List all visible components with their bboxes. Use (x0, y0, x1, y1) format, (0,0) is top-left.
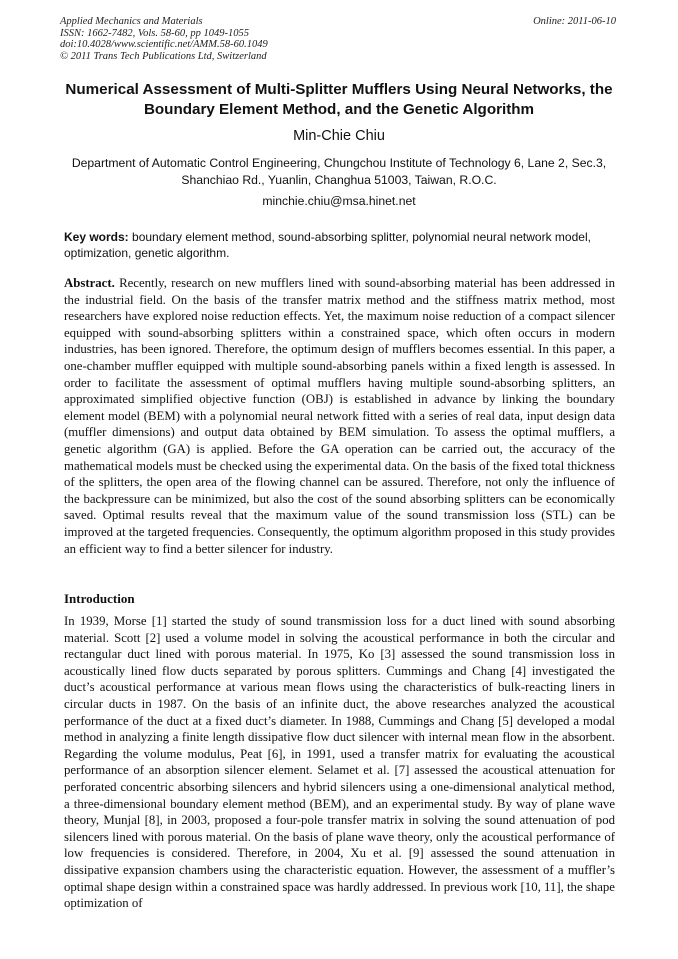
doi-line: doi:10.4028/www.scientific.net/AMM.58-60.1049 (60, 39, 268, 50)
journal-name: Applied Mechanics and Materials (60, 16, 203, 27)
journal-header (60, 16, 620, 62)
issn-line: ISSN: 1662-7482, Vols. 58-60, pp 1049-1055 (60, 27, 249, 39)
keywords-text: boundary element method, sound-absorbing splitter, polynomial neural network model, optimization, genetic algorithm. (64, 230, 591, 260)
copyright-line: © 2011 Trans Tech Publications Ltd, Switzerland (60, 50, 267, 62)
online-date: Online: 2011-06-10 (533, 16, 616, 27)
author-name: Min-Chie Chiu (293, 128, 385, 144)
introduction-body (64, 613, 615, 912)
abstract-label: Abstract. (64, 276, 115, 290)
keywords (64, 229, 616, 261)
author-affiliation: Department of Automatic Control Engineering, Chungchou Institute of Technology 6, Lane 2, Sec.3, Shanchiao Rd., Yuanlin, Changhua 51003, Taiwan, R.O.C. (71, 156, 607, 187)
paper-title: Numerical Assessment of Multi-Splitter Mufflers Using Neural Networks, the Boundary Element Method, and the Genetic Algorithm (65, 81, 613, 118)
abstract (64, 275, 615, 557)
abstract-text: Recently, research on new mufflers lined with sound-absorbing material has been addressed in the industrial field. On the basis of the transfer matrix method and the stiffness matrix method, most researchers have explored noise reduction effects. Yet, the maximum noise reduction of a compact silencer equipped with sound-absorbing splitters within a constrained space, which often occurs in modern industries, has been ignored. Therefore, the optimum design of mufflers becomes essential. In this paper, a one-chamber muffler equipped with multiple sound-absorbing panels within a fixed length is assessed. In order to facilitate the assessment of optimal mufflers having multiple sound-absorbing splitters, an approximated simplified objective function (OBJ) is established in advance by linking the boundary element model (BEM) with a polynomial neural network fitted with a series of real data, input design data (muffler dimensions) and output data obtained by BEM simulation. To assess the optimal mufflers, a genetic algorithm (GA) is applied. Before the GA operation can be carried out, the accuracy of the mathematical models must be checked using the experimental data. On the basis of the fixed total thickness of the splitters, the open area of the flowing channel can be assured. Therefore, not only the influence of the backpressure can be minimized, but also the cost of the sound absorbing splitters can be economically saved. Optimal results reveal that the maximum value of the sound transmission loss (STL) can be improved at the targeted frequencies. Consequently, the optimum algorithm proposed in this study provides an efficient way to find a better silencer for industry. (64, 276, 615, 556)
keywords-label: Key words: (64, 230, 129, 244)
introduction-text: In 1939, Morse [1] started the study of sound transmission loss for a duct lined with sound absorbing material. Scott [2] used a volume model in solving the acoustical performance in both the circular and rectangular duct lined with porous material. In 1975, Ko [3] assessed the sound transmission loss in acoustically lined flow ducts separated by porous splitters. Cummings and Chang [4] investigated the duct’s acoustical performance at various mean flows using the characteristics of bulk-reacting liners in circular ducts in 1987. On the basis of an infinite duct, the above researches analyzed the acoustical performance of the duct at a fixed duct’s diameter. In 1988, Cummings and Chang [5] developed a modal method in analyzing a finite length dissipative flow duct silencer with internal mean flow in the absorbent. Regarding the volume modulus, Peat [6], in 1991, used a transfer matrix for evaluating the acoustical performance of an absorption silencer element. Selamet et al. [7] assessed the acoustical attenuation for perforated concentric absorbing silencers and hybrid silencers using a one-dimensional analytical method, a three-dimensional boundary element method (BEM), and an experimental study. By way of plane wave theory, Munjal [8], in 2003, proposed a four-pole transfer matrix in solving the sound attenuation of pod silencers lined with porous material. On the basis of plane wave theory, only the acoustical performance of low frequencies is considered. Therefore, in 2004, Xu et al. [9] assessed the sound attenuation in dissipative expansion chambers using the characteristic equation. However, the assessment of a muffler’s optimal shape design within a constrained space was hardly addressed. In previous work [10, 11], the shape optimization of (64, 614, 615, 911)
author-email: minchie.chiu@msa.hinet.net (262, 194, 416, 208)
introduction-heading: Introduction (64, 591, 135, 606)
